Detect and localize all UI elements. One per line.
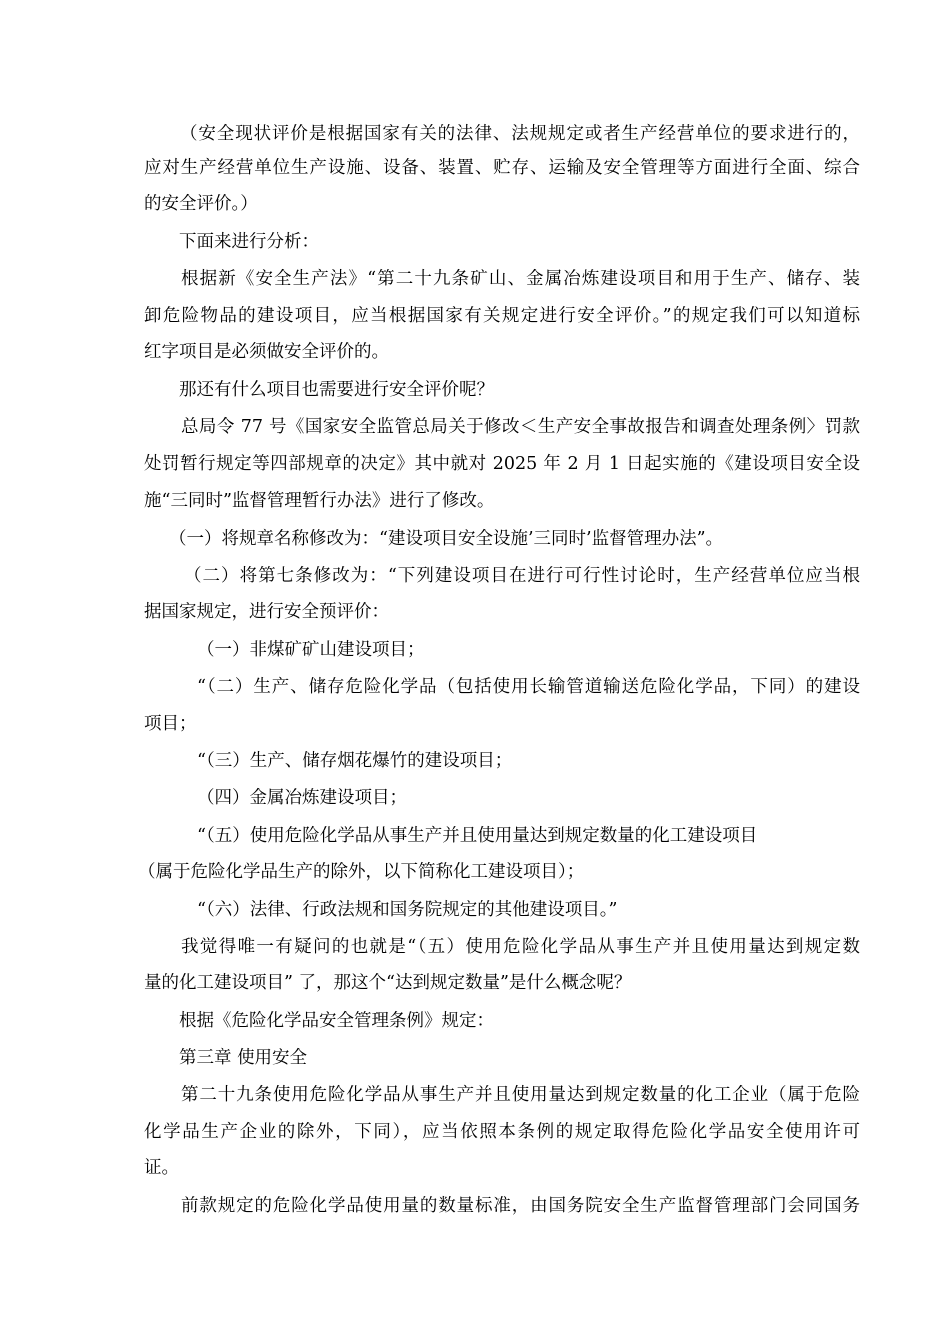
text-line: 证。	[144, 1158, 179, 1178]
text-line: 根据新《安全生产法》“第二十九条矿山、金属冶炼建设项目和用于生产、储存、装	[181, 269, 860, 289]
text-line: （二）将第七条修改为：“下列建设项目在进行可行性讨论时，生产经营单位应当根	[184, 566, 860, 586]
text-line: 据国家规定，进行安全预评价：	[144, 602, 389, 622]
text-line: “（三）生产、储存烟花爆竹的建设项目；	[197, 751, 513, 771]
text-line: 施“三同时”监督管理暂行办法》进行了修改。	[144, 491, 495, 511]
text-line: 量的化工建设项目” 了，那这个“达到规定数量”是什么概念呢？	[144, 973, 632, 993]
text-line: 第二十九条使用危险化学品从事生产并且使用量达到规定数量的化工企业（属于危险	[181, 1085, 860, 1105]
text-line: 项目；	[144, 714, 197, 734]
text-line: 前款规定的危险化学品使用量的数量标准，由国务院安全生产监督管理部门会同国务	[181, 1196, 860, 1216]
text-line: 第三章 使用安全	[179, 1048, 308, 1068]
text-line: 下面来进行分析：	[179, 232, 319, 252]
text-line: 的安全评价。）	[144, 194, 258, 214]
text-line: 应对生产经营单位生产设施、设备、装置、贮存、运输及安全管理等方面进行全面、综合	[144, 158, 860, 178]
text-line: （属于危险化学品生产的除外，以下简称化工建设项目）；	[138, 862, 585, 882]
text-line: （四）金属冶炼建设项目；	[197, 788, 407, 808]
text-line: 红字项目是必须做安全评价的。	[144, 342, 389, 362]
text-line: （一）将规章名称修改为：“建设项目安全设施’三同时’监督管理办法”。	[169, 529, 724, 549]
text-line: 卸危险物品的建设项目，应当根据国家有关规定进行安全评价。”的规定我们可以知道标	[144, 306, 860, 326]
text-line: 那还有什么项目也需要进行安全评价呢？	[179, 380, 494, 400]
text-line: “（六）法律、行政法规和国务院规定的其他建设项目。”	[197, 900, 618, 920]
text-line: 化学品生产企业的除外，下同），应当依照本条例的规定取得危险化学品安全使用许可	[144, 1122, 860, 1142]
text-line: 根据《危险化学品安全管理条例》规定：	[179, 1011, 494, 1031]
text-line: 我觉得唯一有疑问的也就是“（五）使用危险化学品从事生产并且使用量达到规定数	[181, 937, 860, 957]
text-line: 处罚暂行规定等四部规章的决定》其中就对 2025 年 2 月 1 日起实施的《建设项目安全设	[144, 454, 860, 474]
text-line: “（五）使用危险化学品从事生产并且使用量达到规定数量的化工建设项目	[197, 826, 758, 846]
text-line: （安全现状评价是根据国家有关的法律、法规规定或者生产经营单位的要求进行的，	[180, 124, 860, 144]
text-line: 总局令 77 号《国家安全监管总局关于修改＜生产安全事故报告和调查处理条例〉罚款	[181, 417, 860, 437]
text-line: “（二）生产、储存危险化学品（包括使用长输管道输送危险化学品，下同）的建设	[197, 677, 860, 697]
text-line: （一）非煤矿矿山建设项目；	[197, 640, 425, 660]
